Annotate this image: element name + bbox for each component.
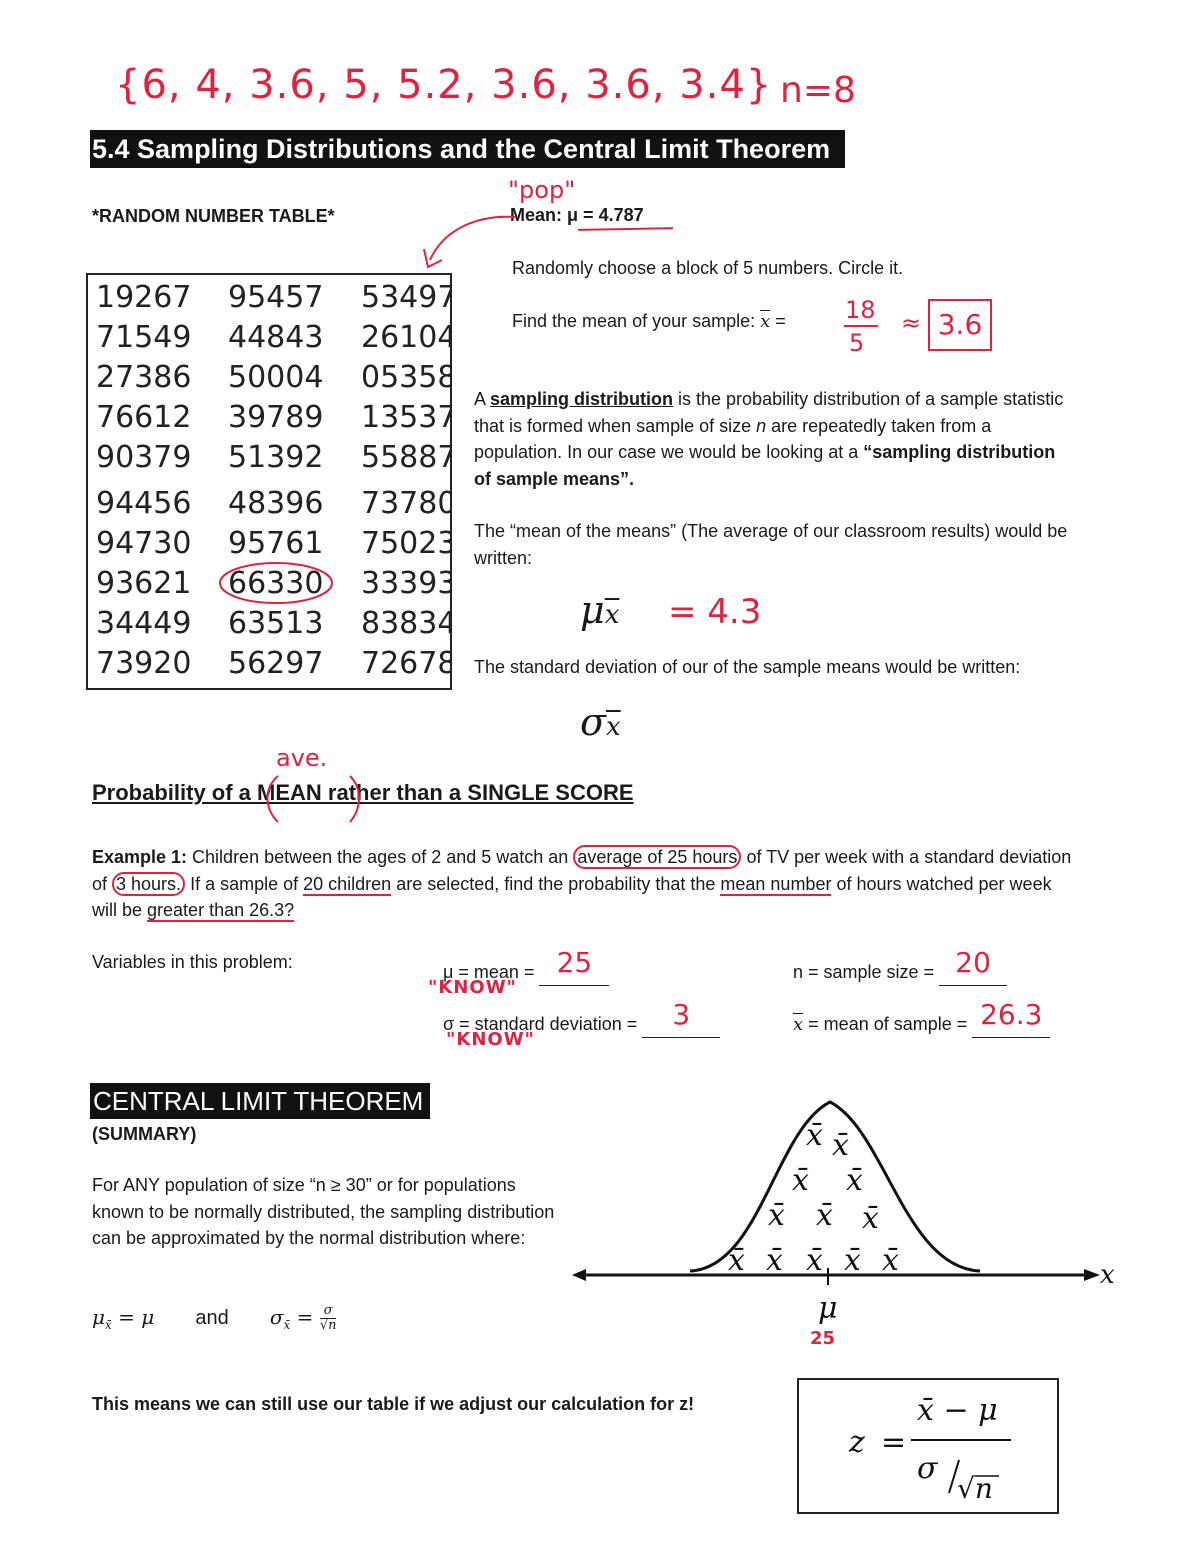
xbar-mark: x̄ xyxy=(806,1118,823,1153)
find-mean-instruction: Find the mean of your sample: $\overline{x}$ = xyxy=(512,311,786,332)
var-sigma-label: σ = standard deviation = xyxy=(443,1014,643,1034)
xbar-mark: x̄ xyxy=(832,1128,849,1163)
random-number-cell: 83834 xyxy=(361,606,450,641)
random-number-cell: 33393 xyxy=(361,566,450,601)
xbar-mark: x̄ xyxy=(844,1243,861,1278)
var-xbar-value: 26.3 xyxy=(980,998,1043,1031)
mean-circle-marks xyxy=(262,768,372,828)
ex-t4: are selected, find the probability that the xyxy=(391,873,721,894)
def-bold: “sampling distribution of sample means”. xyxy=(474,442,1056,489)
frac-denominator: 5 xyxy=(849,329,865,357)
random-number-cell: 34449 xyxy=(96,606,192,641)
variables-label: Variables in this problem: xyxy=(92,952,293,972)
random-number-cell: 63513 xyxy=(228,606,324,641)
random-number-cell: 76612 xyxy=(96,400,192,435)
clt-formulas xyxy=(92,1304,336,1333)
xbar-mark: x̄ xyxy=(846,1163,863,1198)
random-table-label: *RANDOM NUMBER TABLE* xyxy=(92,206,335,226)
mean-red-underline xyxy=(578,227,673,231)
population-mean xyxy=(510,205,644,226)
random-number-cell: 05358 xyxy=(361,360,450,395)
var-mu-value: 25 xyxy=(556,946,593,979)
clt-summary-label: (SUMMARY) xyxy=(92,1124,197,1144)
mu-xbar-symbol xyxy=(580,588,619,632)
def-rest: is the probability distribution of a sample statistic that is formed when sample of size xyxy=(474,389,1064,436)
choose-instruction: Randomly choose a block of 5 numbers. Circle it. xyxy=(512,258,904,278)
xbar-marks xyxy=(728,1118,899,1278)
random-number-cell: 71549 xyxy=(96,320,192,355)
random-number-cell: 94730 xyxy=(96,526,192,561)
random-number-cell: 93621 xyxy=(96,566,192,601)
random-number-cell: 73920 xyxy=(96,646,192,681)
random-number-cell: 73780 xyxy=(361,486,450,521)
formula-sigma-xbar: $\sigma_{x̄}$ = $\frac{\sigma}{√n}$ xyxy=(269,1303,337,1333)
xbar-mark: x̄ xyxy=(882,1243,899,1278)
know-note-2: "KNOW" xyxy=(446,1029,535,1050)
sigma-letter: σ xyxy=(580,700,606,744)
mu-25-note: 25 xyxy=(810,1328,836,1349)
svg-text:√n: √n xyxy=(957,1472,993,1505)
x-axis-left-arrow xyxy=(572,1269,586,1281)
xbar-symbol: $\overline{x}$ xyxy=(760,311,771,332)
random-number-cell: 48396 xyxy=(228,486,324,521)
random-number-cell: 72678 xyxy=(361,646,450,681)
var-xbar-label: = mean of sample = xyxy=(808,1014,973,1034)
z-formula-box xyxy=(797,1378,1059,1514)
mean-of-means-text: The “mean of the means” (The average of our classroom results) would be written: xyxy=(474,521,1068,568)
xbar-mark: x̄ xyxy=(816,1198,833,1233)
random-number-cell: 53497 xyxy=(361,280,450,315)
var-n-value: 20 xyxy=(955,946,991,979)
axis-x-label: x xyxy=(1100,1260,1115,1290)
random-number-table xyxy=(86,273,452,690)
def-term: sampling distribution xyxy=(490,389,674,409)
probability-heading: Probability of a MEAN rather than a SINGLE SCORE xyxy=(92,780,634,805)
svg-text:σ: σ xyxy=(917,1451,938,1486)
sampling-distribution-definition xyxy=(474,386,1074,492)
xbar-mark: x̄ xyxy=(728,1243,745,1278)
mean-symbol: μ = xyxy=(567,205,594,225)
xbar-mark: x̄ xyxy=(806,1243,823,1278)
random-number-cell: 94456 xyxy=(96,486,192,521)
ave-note: ave. xyxy=(276,744,328,772)
random-number-cell: 95457 xyxy=(228,280,324,315)
xbar-mark: x̄ xyxy=(766,1243,783,1278)
adjust-note: This means we can still use our table if we adjust our calculation for z! xyxy=(92,1394,695,1414)
approx-sign: ≈ xyxy=(901,309,922,337)
sample-mean-answer: 3.6 xyxy=(928,299,992,351)
xbar-sub: $\overline{x}$ xyxy=(604,600,620,630)
z-formula xyxy=(799,1380,1057,1512)
random-number-cell: 55887 xyxy=(361,440,450,475)
sigma-xbar-symbol xyxy=(580,700,621,744)
example-1 xyxy=(92,844,1077,924)
random-number-cell: 90379 xyxy=(96,440,192,475)
ex-u2: mean number xyxy=(720,873,832,894)
sd-of-means-text: The standard deviation of our of the sample means would be written: xyxy=(474,657,1021,677)
random-number-cell: 56297 xyxy=(228,646,324,681)
svg-text:x̄ − μ: x̄ − μ xyxy=(917,1393,998,1428)
random-number-cell: 44843 xyxy=(228,320,324,355)
random-number-cell: 39789 xyxy=(228,400,324,435)
formula-mu-xbar: $\mu_{x̄} = \mu$ xyxy=(92,1305,155,1332)
random-number-cell: 95761 xyxy=(228,526,324,561)
ex-circle-1: average of 25 hours xyxy=(573,845,741,869)
mu-label: μ xyxy=(818,1291,838,1326)
clt-heading: CENTRAL LIMIT THEOREM xyxy=(90,1083,430,1119)
var-n xyxy=(793,946,1007,986)
random-number-cell: 50004 xyxy=(228,360,324,395)
find-mean-text: Find the mean of your sample: xyxy=(512,311,756,331)
random-number-grid xyxy=(88,275,450,688)
handwritten-sample-set: {6, 4, 3.6, 5, 5.2, 3.6, 3.6, 3.4} xyxy=(115,62,773,108)
random-number-cell: 66330 xyxy=(228,566,324,601)
var-xbar-symbol: $\overline{x}$ xyxy=(793,1014,804,1035)
formula-and: and xyxy=(195,1307,229,1329)
example-label: Example 1: xyxy=(92,847,188,867)
frac-bar xyxy=(844,325,878,327)
ex-t5: of hours watched per week will be xyxy=(92,873,1052,920)
ex-t2: of TV per week with a standard deviation of xyxy=(92,847,1072,894)
frac-numerator: 18 xyxy=(845,296,876,324)
mu-letter: μ xyxy=(580,588,605,632)
random-number-cell: 75023 xyxy=(361,526,450,561)
pop-note: "pop" xyxy=(508,176,576,204)
random-number-cell: 26104 xyxy=(361,320,450,355)
def-rest2: are repeatedly taken from a population. In our case we would be looking at a xyxy=(474,415,992,462)
var-mu-label: μ = mean = xyxy=(443,962,540,982)
sigma-xbar-sub: $\overline{x}$ xyxy=(605,712,621,742)
var-xbar xyxy=(793,998,1050,1038)
x-axis-right-arrow xyxy=(1084,1269,1100,1281)
handwritten-n: n=8 xyxy=(780,70,856,111)
mu-xbar-value: = 4.3 xyxy=(668,592,762,632)
ex-u1: 20 children xyxy=(303,873,392,894)
random-number-cell: 19267 xyxy=(96,280,192,315)
mean-value: 4.787 xyxy=(598,205,644,225)
def-n: n xyxy=(756,415,767,436)
sampling-distribution-curve xyxy=(570,1090,1130,1355)
ex-t3: If a sample of xyxy=(185,873,304,894)
ex-t1: Children between the ages of 2 and 5 watch an xyxy=(187,847,574,867)
def-lead: A xyxy=(474,389,491,409)
ex-u3: greater than 26.3? xyxy=(147,900,295,920)
ex-circle-2: 3 hours. xyxy=(112,872,185,896)
random-number-cell: 51392 xyxy=(228,440,324,475)
svg-text:z: z xyxy=(849,1425,865,1460)
random-number-cell: 13537 xyxy=(361,400,450,435)
random-number-cell: 27386 xyxy=(96,360,192,395)
xbar-mark: x̄ xyxy=(768,1198,785,1233)
mean-label: Mean: xyxy=(510,205,563,225)
var-n-label: n = sample size = xyxy=(793,962,940,982)
xbar-mark: x̄ xyxy=(862,1201,879,1236)
handwritten-arrow xyxy=(410,205,520,280)
clt-paragraph: For ANY population of size “n ≥ 30” or for populations known to be normally distributed, the sampling distribution can be approximated by the normal distribution where: xyxy=(92,1175,555,1248)
xbar-mark: x̄ xyxy=(792,1163,809,1198)
page-title: 5.4 Sampling Distributions and the Central Limit Theorem xyxy=(90,130,845,168)
var-sigma-value: 3 xyxy=(672,998,691,1031)
know-note-1: "KNOW" xyxy=(428,977,517,998)
svg-text:=: = xyxy=(881,1425,907,1460)
